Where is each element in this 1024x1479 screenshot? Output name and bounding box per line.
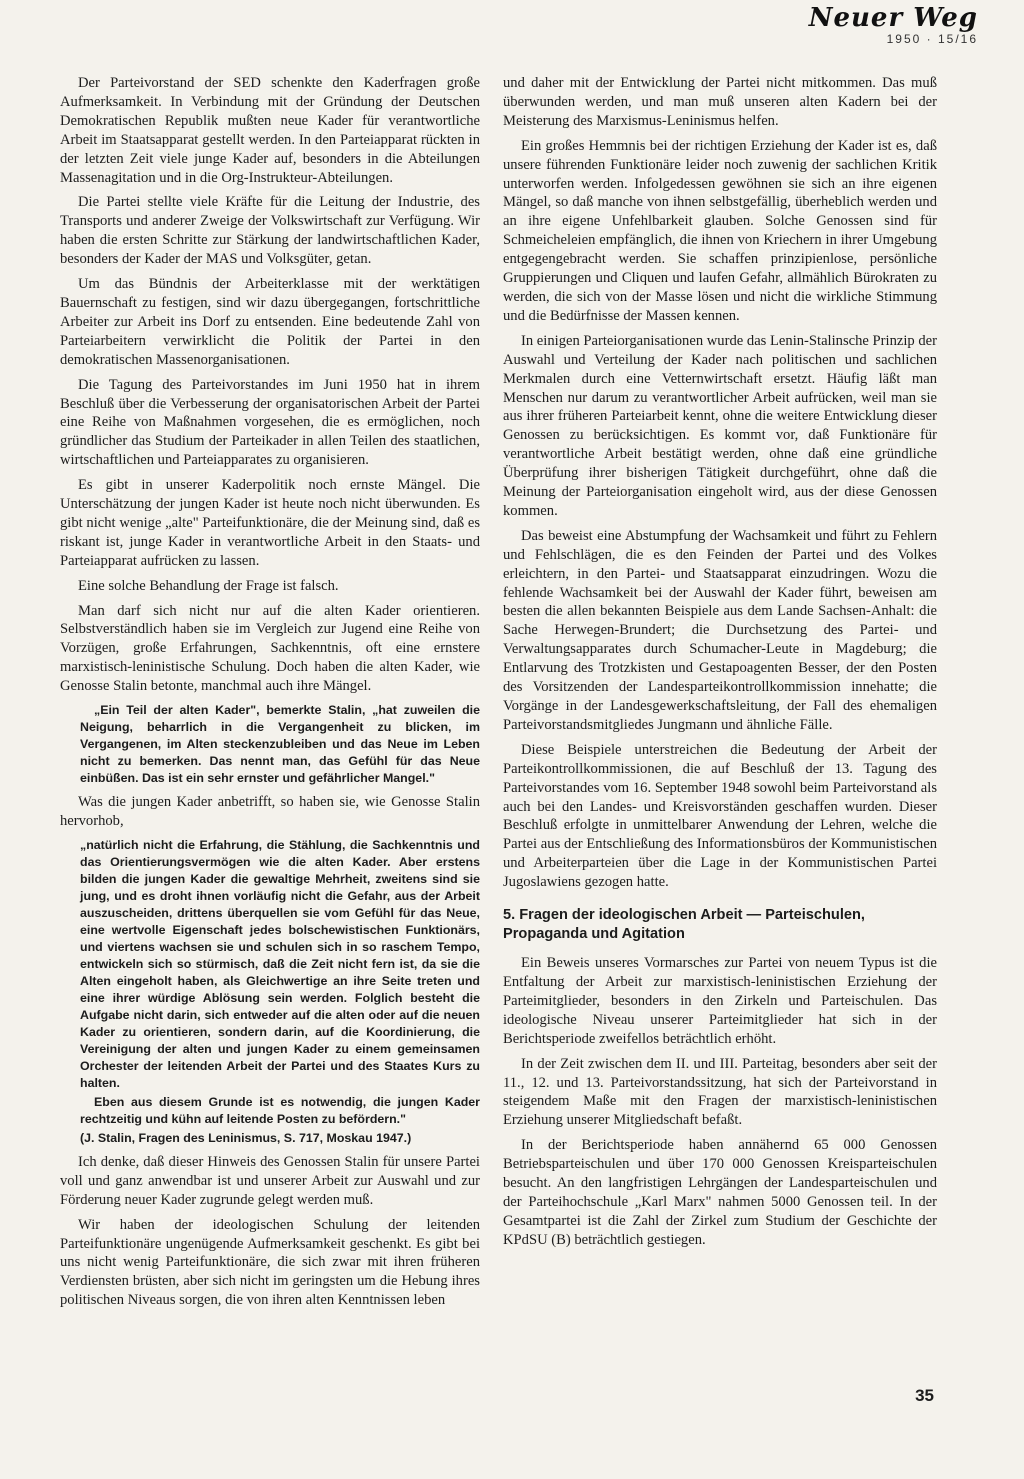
quote-citation: (J. Stalin, Fragen des Leninismus, S. 717, Moskau 1947.) — [80, 1130, 412, 1145]
issue-number: 1950 · 15/16 — [886, 32, 978, 46]
section-heading: 5. Fragen der ideologischen Arbeit — Parteischulen, Propaganda und Agitation — [503, 907, 865, 943]
paragraph: In einigen Parteiorganisationen wurde das Lenin-Stalinsche Prinzip der Auswahl und Verteilung der Kader nach politischen und sachlichen Merkmalen durch eine Vetternwirtschaft ersetzt. Häufig läßt man Menschen nur darum zu verantwortlicher Arbeit aufrücken, weil man sie aus ihrer früheren Parteiarbeit kennt, ohne die weitere Entwicklung dieser Genossen zu berücksichtigen. Es kommt vor, daß Funktionäre für verantwortliche Arbeit bestätigt werden, ohne daß eine gründliche Überprüfung ihrer bisherigen Tätigkeit durchgeführt, ohne daß die Meinung der Parteiorganisation eingeholt wird, aus der diese Genossen kommen. — [503, 332, 937, 519]
page-number: 35 — [915, 1386, 934, 1405]
left-column — [60, 74, 480, 1316]
masthead — [809, 4, 978, 46]
stalin-quote: „natürlich nicht die Erfahrung, die Stählung, die Sachkenntnis und das Orientierungsvermögen wie die alten Kader. Aber erstens bilden die jungen Kader die gewaltige Mehrheit, zweitens sind sie jung, und es droht ihnen vorläufig nicht die Gefahr, aus der Arbeit auszuscheiden, drittens überquellen sie vom Gefühl für das Neue, eine wertvolle Eigenschaft jedes bolschewistischen Funktionärs, und viertens wachsen sie und schulen sich in so raschem Tempo, entwickeln sich so stürmisch, daß die Zeit nicht fern ist, da sie die Alten eingeholt haben, als Gleichwertige an ihre Seite treten und eine ihrer würdige Ablösung sein werden. Folglich besteht die Aufgabe nicht darin, sich entweder auf die alten oder auf die neuen Kader zu orientieren, sondern darin, auf die Koordinierung, die Vereinigung der alten und jungen Kader zu einem gemeinsamen Orchester der leitenden Arbeit der Partei und des Staates Kurs zu halten. — [80, 837, 480, 1090]
stalin-quote: „Ein Teil der alten Kader", bemerkte Stalin, „hat zuweilen die Neigung, beharrlich in die Vergangenheit zu blicken, im Vergangenen, im Alten steckenzubleiben und das Neue im Leben nicht zu bemerken. Das nennt man, das Gefühl für das Neue einbüßen. Das ist ein sehr ernster und gefährlicher Mangel." — [80, 703, 480, 786]
paragraph: Ein Beweis unseres Vormarsches zur Partei von neuem Typus ist die Entfaltung der Arbeit zur marxistisch-leninistischen Erziehung der Parteimitglieder, besonders in den Zirkeln und Parteischulen. Das ideologische Niveau unserer Parteimitglieder hat sich in der Berichtsperiode zweifellos beträchtlich erhöht. — [503, 955, 937, 1047]
paragraph: Man darf sich nicht nur auf die alten Kader orientieren. Selbstverständlich haben sie im Vergleich zur Jugend eine Reihe von Vorzügen, große Erfahrungen, Sachkenntnis, oft eine ernstere marxistisch-leninistische Schulung. Doch haben die alten Kader, wie Genosse Stalin betonte, manchmal auch ihre Mängel. — [60, 602, 480, 695]
paragraph: Eine solche Behandlung der Frage ist falsch. — [78, 577, 339, 594]
paragraph: Der Parteivorstand der SED schenkte den Kaderfragen große Aufmerksamkeit. In Verbindung mit der Gründung der Deutschen Demokratischen Republik mußten neue Kader für verantwortliche Arbeit im Staatsapparat gestellt werden. In den Parteiapparat rückten in der letzten Zeit viele junge Kader auf, besonders in die Abteilungen Massenagitation und in die Org-Instrukteur-Abteilungen. — [60, 75, 480, 186]
right-column — [503, 74, 937, 1256]
publication-logo: Neuer Weg — [808, 3, 978, 33]
paragraph: Diese Beispiele unterstreichen die Bedeutung der Arbeit der Parteikontrollkommissionen, die auf Beschluß der 13. Tagung des Parteivorstandes vom 16. September 1948 sowohl beim Parteivorstand als auch bei den Landes- und Kreisvorständen geschaffen wurden. Dieser Beschluß erfolgte in unmittelbarer Anwendung der Lehren, welche die Partei aus der Entschließung des Informationsbüros der Kommunistischen und Arbeiterparteien über die Lage in der Kommunistischen Partei Jugoslawiens gezogen hatte. — [503, 741, 937, 891]
paragraph: Die Tagung des Parteivorstandes im Juni 1950 hat in ihrem Beschluß über die Verbesserung der organisatorischen Arbeit der Partei eine Reihe von Maßnahmen vorgesehen, die es ermöglichen, noch gründlicher das Studium der Parteikader in allen Teilen des staatlichen, wirtschaftlichen und Parteiapparates zu organisieren. — [60, 376, 480, 469]
paragraph: Ich denke, daß dieser Hinweis des Genossen Stalin für unsere Partei voll und ganz anwendbar ist und unserer Arbeit zur Auswahl und zur Förderung neuer Kader zugrunde gelegt werden muß. — [60, 1153, 480, 1208]
paragraph: Das beweist eine Abstumpfung der Wachsamkeit und führt zu Fehlern und Fehlschlägen, die es den Feinden der Partei und des Volkes erleichtern, in den Partei- und Staatsapparat einzudringen. Wozu die fehlende Wachsamkeit bei der Auswahl der Kader führt, beweisen am besten die allen bekannten Beispiele aus dem Lande Sachsen-Anhalt: die Sache Herwegen-Brundert; die Durchsetzung des Partei- und Verwaltungsapparates durch Schumacher-Leute in Magdeburg; die Entlarvung des Trotzkisten und Gestapoagenten Besser, der den Posten des Vorsitzenden der Landesparteikontrollkommission innehatte; die Vorgänge in der Landesgewerkschaftsleitung, der Fall des ehemaligen Parteivorstandsmitgliedes Jungmann und ähnliche Fälle. — [503, 527, 937, 733]
paragraph: In der Berichtsperiode haben annähernd 65 000 Genossen Betriebsparteischulen und über 170 000 Genossen Kreisparteischulen besucht. An den langfristigen Lehrgängen der Landesparteischulen und der Parteihochschule „Karl Marx" nahmen 5000 Genossen teil. In der Gesamtpartei ist die Zahl der Zirkel zum Studium der Geschichte der KPdSU (B) beträchtlich gestiegen. — [503, 1137, 937, 1248]
paragraph: und daher mit der Entwicklung der Partei nicht mitkommen. Das muß überwunden werden, und man muß unseren alten Kadern bei der Meisterung des Marxismus-Leninismus helfen. — [503, 75, 937, 129]
paragraph: In der Zeit zwischen dem II. und III. Parteitag, besonders aber seit der 11., 12. und 13. Parteivorstandssitzung, hat sich der Parteivorstand in steigendem Maße mit den Fragen der marxistisch-leninistischen Erziehung unserer Mitgliedschaft befaßt. — [503, 1055, 937, 1129]
paragraph: Was die jungen Kader anbetrifft, so haben sie, wie Genosse Stalin hervorhob, — [60, 794, 480, 829]
paragraph: Ein großes Hemmnis bei der richtigen Erziehung der Kader ist es, daß unsere führenden Funktionäre leider noch zuwenig der sachlichen Kritik unterworfen werden. Infolgedessen gewöhnen sie sich an ihre eigenen Mängel, so daß manche von ihnen selbstgefällig, überheblich werden und an ihre eigene Unfehlbarkeit glauben. Solche Genossen sind für Schmeicheleien empfänglich, die ihnen von Kriechern in ihrer Umgebung entgegengebracht werden. Sie schaffen prinzipienlose, persönliche Gruppierungen und Cliquen und laufen Gefahr, allmählich Bürokraten zu werden, die sich von der Masse lösen und nicht die wirkliche Stimmung und die Bedürfnisse der Massen kennen. — [503, 137, 937, 324]
paragraph: Wir haben der ideologischen Schulung der leitenden Parteifunktionäre ungenügende Aufmerksamkeit geschenkt. Es gibt bei uns nicht wenig Parteifunktionäre, die sich zwar mit ihren früheren Verdiensten brüsten, aber sich nicht im geringsten um die Hebung ihres politischen Niveaus sorgen, die von ihren alten Kenntnissen leben — [60, 1216, 480, 1309]
paragraph: Es gibt in unserer Kaderpolitik noch ernste Mängel. Die Unterschätzung der jungen Kader ist heute noch nicht überwunden. Es gibt nicht wenige „alte" Parteifunktionäre, die der Meinung sind, daß es riskant ist, junge Kader in verantwortliche Arbeit in den Staats- und Parteiapparat aufrücken zu lassen. — [60, 477, 480, 569]
stalin-quote: Eben aus diesem Grunde ist es notwendig, die jungen Kader rechtzeitig und kühn auf leitende Posten zu befördern." — [80, 1094, 480, 1126]
paragraph: Die Partei stellte viele Kräfte für die Leitung der Industrie, des Transports und anderer Zweige der Volkswirtschaft zur Verfügung. Wir haben die ersten Schritte zur Stärkung der landwirtschaftlichen Kader, besonders der Kader der MAS und Volksgüter, getan. — [60, 194, 480, 268]
paragraph: Um das Bündnis der Arbeiterklasse mit der werktätigen Bauernschaft zu festigen, sind wir dazu übergegangen, fortschrittliche Arbeiter zur Arbeit ins Dorf zu entsenden. Eine bedeutende Zahl von Parteiarbeitern verwirklicht die Politik der Partei in den demokratischen Massenorganisationen. — [60, 276, 480, 368]
